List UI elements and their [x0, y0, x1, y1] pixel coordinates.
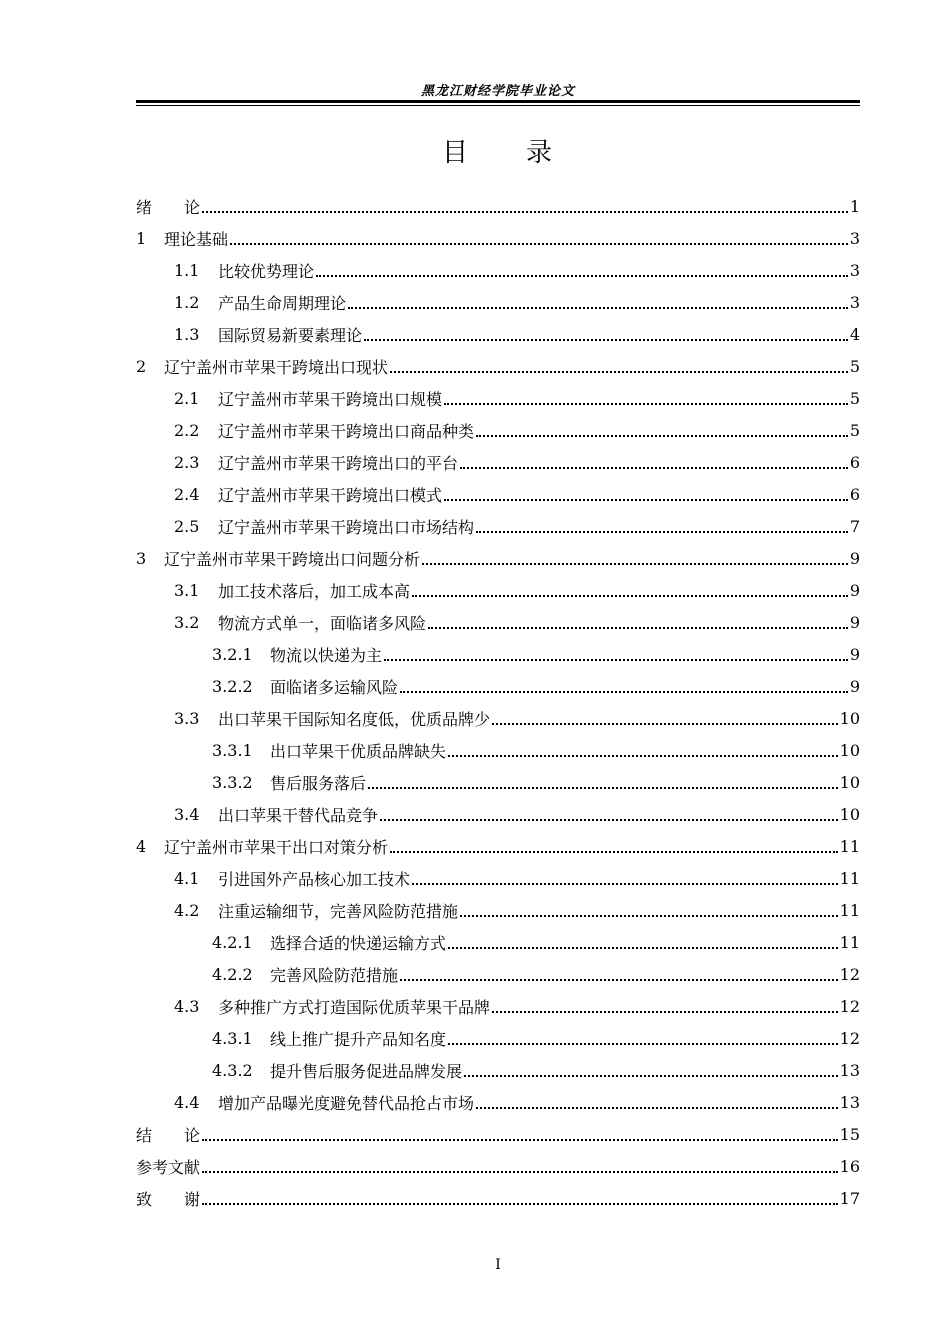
toc-entry-title: 致 谢 [136, 1189, 201, 1209]
toc-leader-dots [476, 434, 848, 437]
toc-entry-page: 7 [849, 516, 860, 536]
toc-entry-title: 辽宁盖州市苹果干跨境出口市场结构 [218, 517, 475, 537]
toc-entry-page: 12 [839, 996, 860, 1016]
toc-leader-dots [444, 402, 848, 405]
toc-entry[interactable] [136, 350, 860, 382]
toc-entry-title: 选择合适的快递运输方式 [270, 933, 447, 953]
toc-entry[interactable] [136, 830, 860, 862]
toc-entry-page: 10 [839, 740, 860, 760]
toc-entry-page: 6 [849, 452, 860, 472]
toc-entry-title: 辽宁盖州市苹果干跨境出口问题分析 [164, 549, 421, 569]
header-rule-thick [136, 100, 860, 103]
toc-entry-number: 3.2.1 [212, 644, 253, 664]
toc-entry[interactable] [136, 574, 860, 606]
toc-leader-dots [202, 1202, 838, 1205]
toc-entry-page: 11 [839, 836, 860, 856]
toc-entry-page: 13 [839, 1060, 860, 1080]
toc-entry-page: 4 [849, 324, 860, 344]
toc-entry-number: 3 [136, 548, 147, 568]
toc-entry-page: 12 [839, 964, 860, 984]
toc-entry[interactable] [136, 638, 860, 670]
toc-entry[interactable] [136, 734, 860, 766]
toc-leader-dots [400, 978, 838, 981]
toc-entry-number: 3.2.2 [212, 676, 253, 696]
toc-entry-title: 售后服务落后 [270, 773, 367, 793]
toc-entry-page: 11 [839, 900, 860, 920]
toc-leader-dots [448, 754, 838, 757]
toc-leader-dots [448, 1042, 838, 1045]
toc-entry-page: 11 [839, 868, 860, 888]
toc-leader-dots [230, 242, 848, 245]
toc-entry[interactable] [136, 414, 860, 446]
toc-entry-title: 辽宁盖州市苹果干跨境出口模式 [218, 485, 443, 505]
toc-entry-title: 辽宁盖州市苹果干跨境出口现状 [164, 357, 389, 377]
toc-entry-title: 出口苹果干优质品牌缺失 [270, 741, 447, 761]
toc-entry[interactable] [136, 446, 860, 478]
toc-entry[interactable] [136, 1118, 860, 1150]
toc-entry-number: 2 [136, 356, 147, 376]
toc-leader-dots [364, 338, 848, 341]
toc-entry-title: 参考文献 [136, 1157, 201, 1177]
toc-leader-dots [460, 466, 848, 469]
toc-entry-number: 4.1 [174, 868, 200, 888]
toc-entry-title: 多种推广方式打造国际优质苹果干品牌 [218, 997, 491, 1017]
toc-entry-number: 3.2 [174, 612, 200, 632]
toc-leader-dots [428, 626, 848, 629]
toc-entry-title: 辽宁盖州市苹果干跨境出口规模 [218, 389, 443, 409]
toc-entry[interactable] [136, 766, 860, 798]
toc-entry[interactable] [136, 510, 860, 542]
toc-entry-title: 出口苹果干替代品竞争 [218, 805, 379, 825]
toc-leader-dots [492, 722, 838, 725]
toc-entry-title: 国际贸易新要素理论 [218, 325, 363, 345]
toc-entry[interactable] [136, 862, 860, 894]
toc-title: 目 录 [441, 138, 554, 168]
toc-entry-page: 5 [849, 356, 860, 376]
toc-leader-dots [476, 1106, 838, 1109]
toc-entry[interactable] [136, 382, 860, 414]
toc-entry[interactable] [136, 702, 860, 734]
toc-leader-dots [390, 850, 838, 853]
toc-leader-dots [380, 818, 838, 821]
toc-entry-number: 4.2.2 [212, 964, 253, 984]
toc-entry-number: 2.1 [174, 388, 200, 408]
toc-entry-number: 3.1 [174, 580, 200, 600]
toc-entry-number: 4.3.2 [212, 1060, 253, 1080]
toc-entry[interactable] [136, 1054, 860, 1086]
toc-entry[interactable] [136, 894, 860, 926]
toc-entry-title: 辽宁盖州市苹果干跨境出口的平台 [218, 453, 459, 473]
toc-entry[interactable] [136, 958, 860, 990]
toc-entry-page: 1 [849, 196, 860, 216]
footer-page-number: I [495, 1257, 501, 1273]
toc-entry-page: 9 [849, 644, 860, 664]
toc-entry-title: 物流以快递为主 [270, 645, 383, 665]
toc-entry-page: 13 [839, 1092, 860, 1112]
toc-entry-page: 5 [849, 420, 860, 440]
toc-entry-page: 10 [839, 772, 860, 792]
toc-entry-page: 10 [839, 708, 860, 728]
toc-entry-page: 12 [839, 1028, 860, 1048]
toc-entry-title: 提升售后服务促进品牌发展 [270, 1061, 463, 1081]
toc-leader-dots [464, 1074, 838, 1077]
toc-entry-page: 16 [839, 1156, 860, 1176]
toc-entry-number: 4.2 [174, 900, 200, 920]
toc-entry-number: 2.3 [174, 452, 200, 472]
toc-list [136, 190, 860, 1214]
toc-entry-title: 绪 论 [136, 197, 201, 217]
toc-entry-number: 4.3 [174, 996, 200, 1016]
toc-entry[interactable] [136, 606, 860, 638]
toc-leader-dots [444, 498, 848, 501]
toc-entry-page: 9 [849, 612, 860, 632]
toc-leader-dots [476, 530, 848, 533]
toc-entry-title: 面临诸多运输风险 [270, 677, 399, 697]
toc-entry-title: 加工技术落后，加工成本高 [218, 581, 411, 601]
toc-entry-number: 4 [136, 836, 147, 856]
toc-leader-dots [384, 658, 848, 661]
toc-entry[interactable] [136, 1182, 860, 1214]
toc-entry-title: 辽宁盖州市苹果干出口对策分析 [164, 837, 389, 857]
toc-entry[interactable] [136, 542, 860, 574]
toc-entry[interactable] [136, 318, 860, 350]
toc-entry-number: 1.2 [174, 292, 200, 312]
toc-leader-dots [412, 882, 838, 885]
toc-entry-number: 4.4 [174, 1092, 200, 1112]
toc-entry-title: 产品生命周期理论 [218, 293, 347, 313]
toc-entry-title: 增加产品曝光度避免替代品抢占市场 [218, 1093, 475, 1113]
toc-entry-page: 5 [849, 388, 860, 408]
toc-entry-title: 理论基础 [164, 229, 229, 249]
toc-entry-number: 3.3.2 [212, 772, 253, 792]
toc-entry-title: 比较优势理论 [218, 261, 315, 281]
toc-leader-dots [202, 210, 848, 213]
toc-entry-number: 1.3 [174, 324, 200, 344]
toc-entry-page: 9 [849, 676, 860, 696]
toc-entry-title: 完善风险防范措施 [270, 965, 399, 985]
toc-entry-number: 3.3.1 [212, 740, 253, 760]
toc-entry[interactable] [136, 798, 860, 830]
toc-entry-page: 9 [849, 580, 860, 600]
toc-leader-dots [202, 1138, 838, 1141]
toc-entry-number: 1.1 [174, 260, 200, 280]
toc-entry-page: 10 [839, 804, 860, 824]
toc-entry-number: 4.3.1 [212, 1028, 253, 1048]
toc-entry[interactable] [136, 254, 860, 286]
toc-entry-title: 引进国外产品核心加工技术 [218, 869, 411, 889]
toc-entry-title: 辽宁盖州市苹果干跨境出口商品种类 [218, 421, 475, 441]
toc-entry-page: 3 [849, 260, 860, 280]
toc-entry[interactable] [136, 1086, 860, 1118]
toc-entry[interactable] [136, 222, 860, 254]
toc-entry[interactable] [136, 1022, 860, 1054]
header-rule-thin [136, 105, 860, 106]
toc-entry-page: 3 [849, 228, 860, 248]
toc-entry-number: 4.2.1 [212, 932, 253, 952]
toc-entry-title: 注重运输细节，完善风险防范措施 [218, 901, 459, 921]
toc-entry-title: 物流方式单一，面临诸多风险 [218, 613, 427, 633]
toc-entry-number: 2.2 [174, 420, 200, 440]
toc-entry-number: 3.3 [174, 708, 200, 728]
toc-entry-page: 17 [839, 1188, 860, 1208]
toc-leader-dots [412, 594, 848, 597]
toc-entry-page: 15 [839, 1124, 860, 1144]
toc-entry-page: 6 [849, 484, 860, 504]
toc-leader-dots [202, 1170, 838, 1173]
toc-entry-title: 出口苹果干国际知名度低，优质品牌少 [218, 709, 491, 729]
toc-leader-dots [368, 786, 838, 789]
toc-entry[interactable] [136, 190, 860, 222]
toc-entry[interactable] [136, 926, 860, 958]
toc-entry-number: 2.4 [174, 484, 200, 504]
toc-leader-dots [348, 306, 848, 309]
toc-entry[interactable] [136, 670, 860, 702]
toc-leader-dots [316, 274, 848, 277]
toc-entry-title: 线上推广提升产品知名度 [270, 1029, 447, 1049]
toc-leader-dots [400, 690, 848, 693]
toc-leader-dots [390, 370, 848, 373]
toc-entry-page: 3 [849, 292, 860, 312]
toc-entry[interactable] [136, 286, 860, 318]
toc-entry-number: 2.5 [174, 516, 200, 536]
toc-entry-title: 结 论 [136, 1125, 201, 1145]
page-header-title: 黑龙江财经学院毕业论文 [420, 84, 575, 99]
toc-leader-dots [460, 914, 838, 917]
toc-entry-number: 3.4 [174, 804, 200, 824]
toc-entry-number: 1 [136, 228, 147, 248]
toc-entry-page: 9 [849, 548, 860, 568]
toc-entry[interactable] [136, 990, 860, 1022]
toc-leader-dots [448, 946, 838, 949]
toc-entry-page: 11 [839, 932, 860, 952]
toc-leader-dots [422, 562, 848, 565]
toc-entry[interactable] [136, 1150, 860, 1182]
toc-leader-dots [492, 1010, 838, 1013]
toc-entry[interactable] [136, 478, 860, 510]
